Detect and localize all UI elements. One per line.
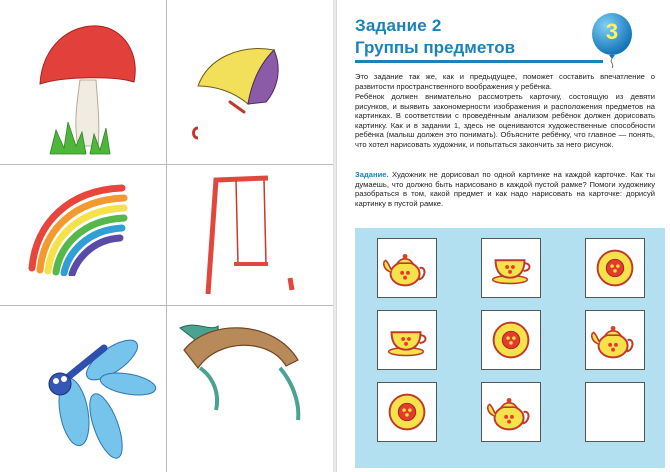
dragonfly-picture [40, 326, 160, 466]
assignment-paragraph [355, 170, 655, 208]
rainbow-picture [22, 176, 132, 276]
saucer-icon [378, 383, 436, 441]
saucer-icon [586, 239, 644, 297]
cup-icon [482, 239, 540, 297]
card-teapot [481, 382, 541, 442]
cup-icon [378, 311, 436, 369]
balloon-badge [589, 12, 635, 68]
card-cup [481, 238, 541, 298]
left-page [0, 0, 333, 472]
puzzle-board [355, 228, 665, 468]
teapot-icon [586, 311, 644, 369]
title-underline [355, 60, 603, 63]
card-teapot [377, 238, 437, 298]
balloon-number: 3 [605, 19, 619, 44]
saucer-icon [482, 311, 540, 369]
teapot-icon [378, 239, 436, 297]
bridge-picture [170, 316, 320, 436]
task-title: Задание 2 [355, 16, 442, 35]
card-cup [377, 310, 437, 370]
assignment-text: Художник не дорисовал по одной картинке на каждой карточке. Как ты думаешь, что должно быть нарисовано в каждой пустой рамке? Помоги художнику разобраться в том, какой предмет и как надо нарисовать на карточке: дорисуй картинку в пустой рамке. [355, 170, 655, 208]
card-saucer [377, 382, 437, 442]
swing-picture [190, 172, 300, 298]
teapot-icon [482, 383, 540, 441]
intro-paragraph: Это задание так же, как и предыдущее, поможет составить впечатление о развитости пространственного воображения у ребёнка. [355, 72, 655, 91]
grid-divider [166, 0, 167, 472]
umbrella-picture [190, 42, 290, 152]
card-empty[interactable] [585, 382, 645, 442]
task-subtitle: Группы предметов [355, 38, 516, 57]
right-page [337, 0, 670, 472]
assignment-label: Задание. [355, 170, 389, 179]
card-teapot [585, 310, 645, 370]
mushroom-picture [20, 18, 150, 158]
card-saucer [585, 238, 645, 298]
description-paragraph: Ребёнок должен внимательно рассмотреть карточку, состоящую из девяти рисунков, и выявить закономерности изображения и расположения предметов на картинках. В соответствии с проведённым анализом ребёнок должен дорисовать картинку. Как и в задании 1, здесь не оцениваются художественные способности ребёнка (малыш должен это понимать). Объясните ребёнку, что главное — понять, что хотел нарисовать художник, и попытаться закончить за него рисунок. [355, 92, 655, 149]
card-saucer [481, 310, 541, 370]
